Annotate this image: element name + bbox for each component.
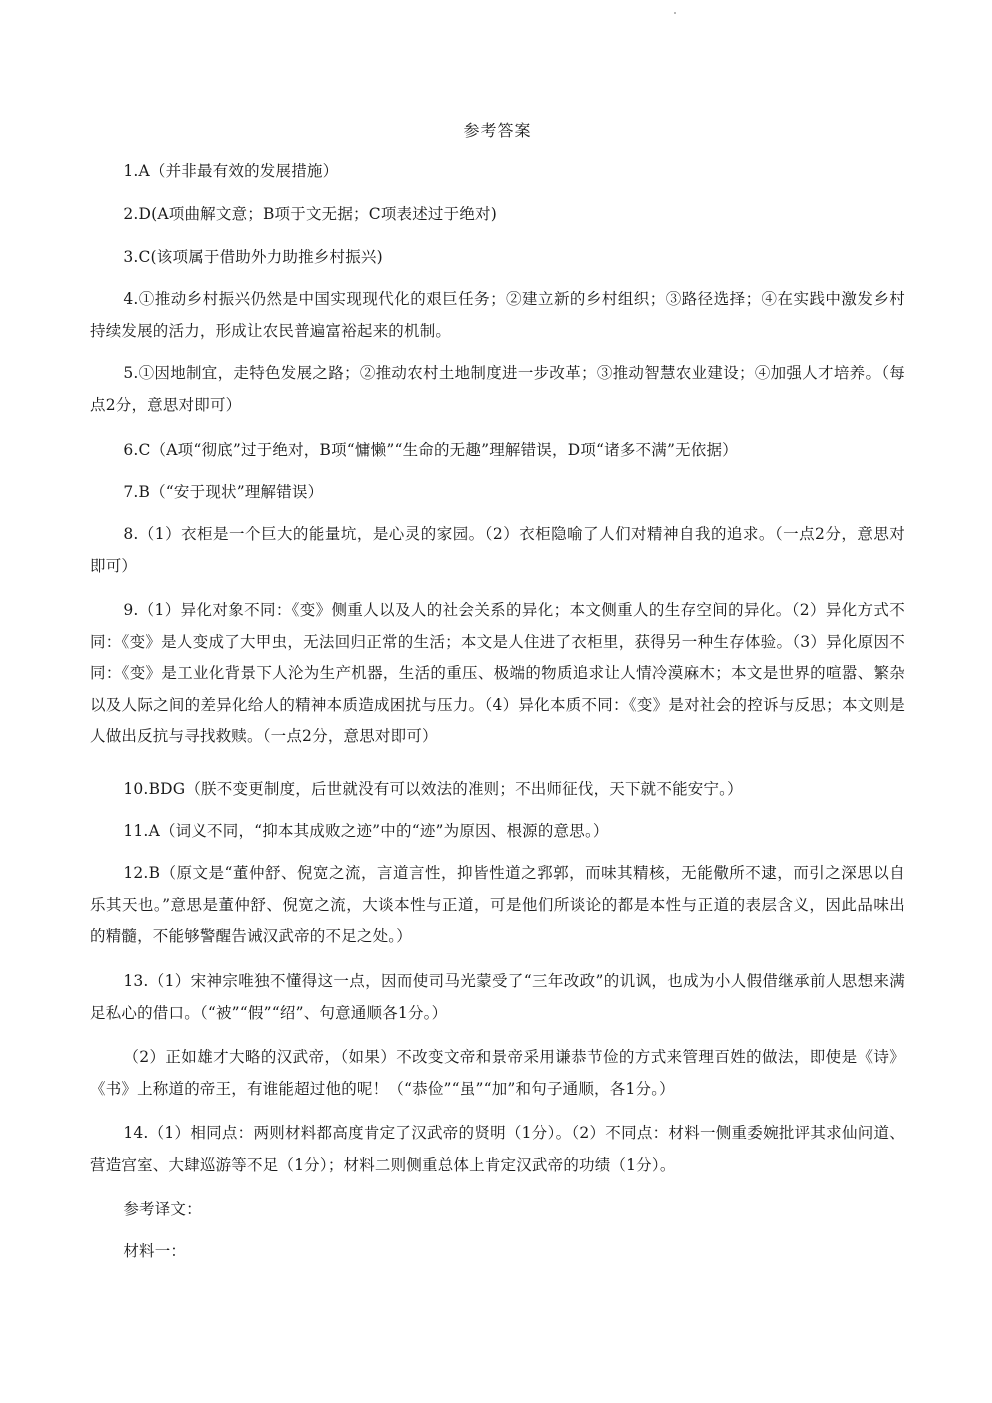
answer-7: 7.B（“安于现状”理解错误） [123, 483, 324, 501]
answer-1: 1.A（并非最有效的发展措施） [123, 162, 339, 180]
answer-6: 6.C（A项“彻底”过于绝对，B项“慵懒”“生命的无趣”理解错误，D项“诸多不满”无依据） [123, 441, 738, 459]
material-one-heading: 材料一： [123, 1242, 187, 1260]
answer-9: 9.（1）异化对象不同：《变》侧重人以及人的社会关系的异化；本文侧重人的生存空间的异化。（2）异化方式不同：《变》是人变成了大甲虫，无法回归正常的生活；本文是人住进了衣柜里，获得另一种生存体验。（3）异化原因不同：《变》是工业化背景下人沦为生产机器，生活的重压、极端的物质追求让人情冷漠麻木；本文是世界的喧嚣、繁杂以及人际之间的差异化给人的精神本质造成困扰与压力。（4）异化本质不同：《变》是对社会的控诉与反思；本文则是人做出反抗与寻找救赎。（一点2分，意思对即可） [90, 601, 905, 745]
answer-5: 5.①因地制宜，走特色发展之路；②推动农村土地制度进一步改革；③推动智慧农业建设；④加强人才培养。（每点2分，意思对即可） [90, 364, 905, 414]
translation-heading: 参考译文： [123, 1200, 202, 1218]
answer-3: 3.C(该项属于借助外力助推乡村振兴) [123, 248, 383, 266]
answer-2: 2.D(A项曲解文意；B项于文无据；C项表述过于绝对) [123, 205, 497, 223]
answer-10: 10.BDG（朕不变更制度，后世就没有可以效法的准则；不出师征伐，天下就不能安宁。） [123, 780, 743, 798]
page-title: 参考答案 [463, 121, 532, 140]
answer-4: 4.①推动乡村振兴仍然是中国实现现代化的艰巨任务；②建立新的乡村组织；③路径选择；④在实践中激发乡村持续发展的活力，形成让农民普遍富裕起来的机制。 [90, 290, 905, 340]
answer-11: 11.A（词义不同，“抑本其成败之迹”中的“迹”为原因、根源的意思。） [123, 822, 609, 840]
answer-8: 8.（1）衣柜是一个巨大的能量坑，是心灵的家园。（2）衣柜隐喻了人们对精神自我的追求。（一点2分，意思对即可） [90, 525, 905, 575]
answer-12: 12.B（原文是“董仲舒、倪宽之流，言道言性，抑皆性道之郛郭，而味其精核，无能儆所不逮，而引之深思以自乐其天也。”意思是董仲舒、倪宽之流，大谈本性与正道，可是他们所谈论的都是本性与正道的表层含义，因此品味出的精髓，不能够警醒告诫汉武帝的不足之处。） [90, 864, 905, 945]
scan-dot [674, 12, 676, 14]
answer-13-1: 13.（1）宋神宗唯独不懂得这一点，因而使司马光蒙受了“三年改政”的讥讽，也成为小人假借继承前人思想来满足私心的借口。（“被”“假”“绍”、句意通顺各1分。） [90, 972, 905, 1022]
answer-14: 14.（1）相同点：两则材料都高度肯定了汉武帝的贤明（1分）。（2）不同点：材料一侧重委婉批评其求仙问道、营造宫室、大肆巡游等不足（1分）；材料二则侧重总体上肯定汉武帝的功绩（1分）。 [90, 1124, 905, 1174]
answer-13-2: （2）正如雄才大略的汉武帝，（如果）不改变文帝和景帝采用谦恭节俭的方式来管理百姓的做法，即使是《诗》《书》上称道的帝王，有谁能超过他的呢！（“恭俭”“虽”“加”和句子通顺，各1分。） [90, 1048, 905, 1098]
